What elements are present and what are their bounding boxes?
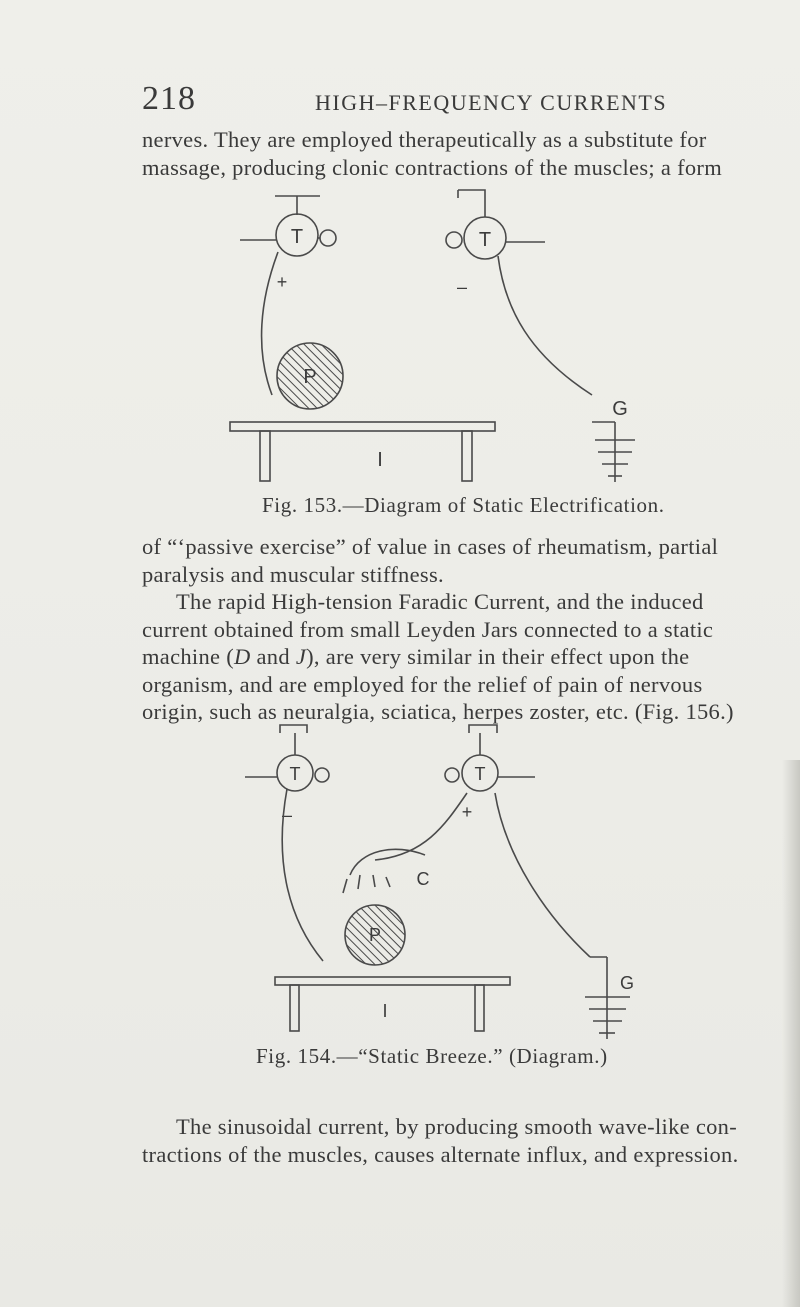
- crown-breeze-lines: [343, 875, 390, 893]
- right-sign: +: [461, 802, 473, 822]
- right-terminal-label: T: [478, 229, 492, 251]
- left-sign: +: [276, 272, 288, 292]
- text-run: ), are very similar in their effect upon the: [306, 644, 690, 669]
- paragraph-2: [142, 533, 774, 588]
- figure-154-caption: Fig. 154.—“Static Breeze.” (Diagram.): [256, 1044, 608, 1068]
- left-knob: [320, 230, 336, 246]
- crown-label: C: [416, 869, 430, 889]
- page-edge-shadow: [782, 760, 800, 1307]
- crown-arc: [350, 849, 425, 875]
- stool-top: [275, 977, 510, 985]
- text-line: [142, 643, 774, 671]
- ground-label: G: [612, 398, 628, 420]
- text-line: nerves. They are employed therapeutically as a substitute for: [142, 127, 707, 152]
- right-sign: –: [456, 277, 468, 297]
- italic-letter-j: J: [295, 644, 307, 669]
- left-wire: [262, 252, 278, 395]
- text-line: paralysis and muscular stiffness.: [142, 561, 444, 587]
- text-line: origin, such as neuralgia, sciatica, herpes zoster, etc. (Fig. 156.): [142, 699, 734, 724]
- italic-letter-d: D: [234, 644, 251, 669]
- stool-leg-right: [462, 431, 472, 481]
- right-knob: [445, 768, 459, 782]
- text-run: machine (: [142, 644, 235, 669]
- stool-top: [230, 422, 495, 431]
- right-knob: [446, 232, 462, 248]
- ground-label: G: [619, 973, 635, 993]
- stool-leg-left: [260, 431, 270, 481]
- right-wire: [498, 256, 592, 395]
- stool-leg-left: [290, 985, 299, 1031]
- text-line: organism, and are employed for the relief of pain of nervous: [142, 671, 703, 697]
- text-line: [142, 616, 774, 644]
- text-line: The rapid High-tension Faradic Current, and the induced: [176, 589, 704, 614]
- stool-leg-right: [475, 985, 484, 1031]
- figure-153-caption: Fig. 153.—Diagram of Static Electrification.: [262, 493, 665, 517]
- paragraph-1: [142, 126, 774, 181]
- text-run: and: [250, 644, 296, 669]
- paragraph-4: [142, 1113, 774, 1168]
- text-line: massage, producing clonic contractions of the muscles; a form: [142, 154, 723, 180]
- insulator-label: I: [377, 449, 383, 471]
- text-line-run: current obtained from small Leyden Jars connected to a static: [142, 616, 714, 642]
- page-number: 218: [142, 80, 196, 117]
- page-header: [142, 80, 762, 120]
- text-line: The sinusoidal current, by producing smooth wave-like con-: [176, 1114, 738, 1139]
- left-knob: [315, 768, 329, 782]
- text-line: tractions of the muscles, causes alternate influx, and expression.: [142, 1141, 739, 1167]
- running-head: HIGH–FREQUENCY CURRENTS: [315, 90, 668, 115]
- left-sign: –: [281, 805, 293, 825]
- patient-label: P: [368, 925, 382, 945]
- paragraph-3: [142, 588, 774, 726]
- insulator-label: I: [382, 1001, 388, 1021]
- figure-154-diagram: [245, 725, 665, 1043]
- figure-153-diagram: [200, 190, 660, 495]
- patient-label: P: [303, 366, 317, 388]
- left-terminal-label: T: [289, 764, 301, 784]
- left-terminal-label: T: [290, 226, 304, 248]
- left-rod-top: [280, 725, 307, 733]
- right-rod-top: [469, 725, 497, 733]
- right-rod-top: [458, 190, 485, 198]
- text-line: of “‘passive exercise” of value in cases of rheumatism, partial: [142, 534, 719, 559]
- right-terminal-label: T: [474, 764, 486, 784]
- right-wire: [495, 793, 590, 957]
